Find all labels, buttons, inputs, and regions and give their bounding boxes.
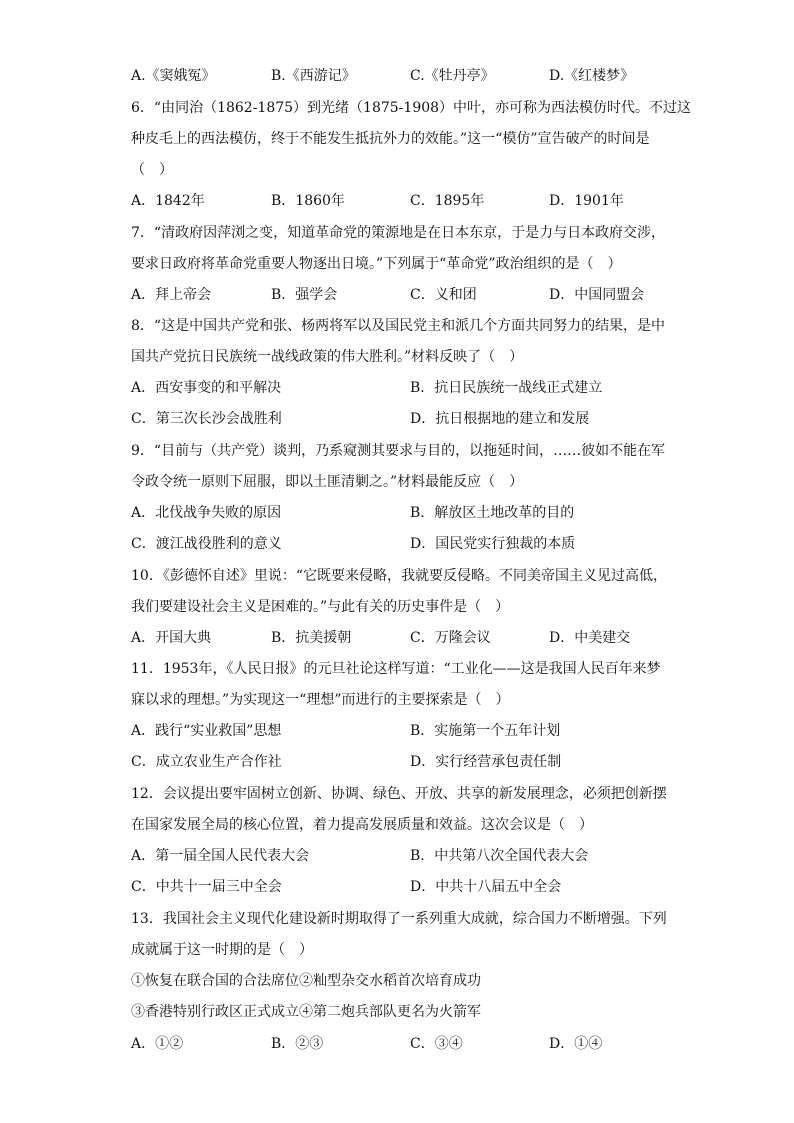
q7-stem-line-1: 7．“清政府因萍浏之变，知道革命党的策源地是在日本东京，于是力与日本政府交涉， [131,225,666,241]
q12-option-d[interactable]: D．中共十八届五中全会 [410,879,562,895]
q9-option-c[interactable]: C．渡江战役胜利的意义 [131,536,282,552]
q8-options-row-1 [131,378,691,398]
q6-option-c[interactable]: C．1895年 [410,193,485,209]
q5-option-d[interactable]: D.《红楼梦》 [549,68,635,84]
q6-option-a[interactable]: A．1842年 [131,193,205,209]
q6-stem-line-2: 种皮毛上的西法模仿，终于不能发生抵抗外力的效能。”这一“模仿”宣告破产的时间是 [131,131,650,147]
q10-option-a[interactable]: A．开国大典 [131,630,212,646]
q11-stem-line-1: 11．1953年，《人民日报》的元旦社论这样写道：“工业化——这是我国人民百年来梦 [131,661,661,677]
q8-option-d[interactable]: D．抗日根据地的建立和发展 [410,411,590,427]
q6-options [131,191,691,211]
q13-options [131,1034,691,1054]
q7-option-b[interactable]: B．强学会 [271,287,338,303]
q12-option-c[interactable]: C．中共十一届三中全会 [131,879,282,895]
q13-option-b[interactable]: B．②③ [271,1036,324,1052]
q8-option-c[interactable]: C．第三次长沙会战胜利 [131,411,282,427]
q10-option-d[interactable]: D．中美建交 [549,630,631,646]
q9-option-a[interactable]: A．北伐战争失败的原因 [131,505,282,521]
q9-options-row-1 [131,503,691,523]
q7-option-c[interactable]: C．义和团 [410,287,477,303]
q9-option-b[interactable]: B．解放区土地改革的目的 [410,505,575,521]
q8-stem-line-1: 8．“这是中国共产党和张、杨两将军以及国民党主和派几个方面共同努力的结果，是中 [131,318,666,334]
q12-option-a[interactable]: A．第一届全国人民代表大会 [131,848,310,864]
q13-stem-line-2: 成就属于这一时期的是（ ） [131,942,313,958]
q8-option-b[interactable]: B．抗日民族统一战线正式建立 [410,380,603,396]
q11-option-a[interactable]: A．践行“实业救国”思想 [131,723,282,739]
q10-stem-line-2: 我们要建设社会主义是困难的。”与此有关的历史事件是（ ） [131,599,510,615]
q12-options-row-2 [131,877,691,897]
q6-stem-line-3: （ ） [131,162,173,178]
q10-stem-line-1: 10．《彭德怀自述》里说：“它既要来侵略，我就要反侵略。不同美帝国主义见过高低， [131,568,667,584]
q10-option-c[interactable]: C．万隆会议 [410,630,491,646]
q5-options [131,66,691,86]
q7-stem-line-2: 要求日政府将革命党重要人物逐出日境。”下列属于“革命党”政治组织的是（ ） [131,256,622,272]
q9-option-d[interactable]: D．国民党实行独裁的本质 [410,536,576,552]
q7-option-d[interactable]: D．中国同盟会 [549,287,645,303]
q13-option-a[interactable]: A．①② [131,1036,184,1052]
q11-option-c[interactable]: C．成立农业生产合作社 [131,754,282,770]
q5-option-a[interactable]: A.《窦娥冤》 [131,68,216,84]
q8-stem-line-2: 国共产党抗日民族统一战线政策的伟大胜利。”材料反映了（ ） [131,349,524,365]
q12-option-b[interactable]: B．中共第八次全国代表大会 [410,848,589,864]
q11-options-row-1 [131,721,691,741]
q6-option-d[interactable]: D．1901年 [549,193,624,209]
q5-option-c[interactable]: C.《牡丹亭》 [410,68,495,84]
q13-option-d[interactable]: D．①④ [549,1036,603,1052]
q13-statements-line-1: ①恢复在联合国的合法席位②籼型杂交水稻首次培育成功 [131,973,481,989]
q8-options-row-2 [131,409,691,429]
q7-options [131,285,691,305]
q11-option-b[interactable]: B．实施第一个五年计划 [410,723,561,739]
q6-stem-line-1: 6．“由同治（1862-1875）到光绪（1875-1908）中叶，亦可称为西法模仿时代。不过这 [131,100,692,116]
q13-stem-line-1: 13．我国社会主义现代化建设新时期取得了一系列重大成就，综合国力不断增强。下列 [131,911,667,927]
q13-statements-line-2: ③香港特别行政区正式成立④第二炮兵部队更名为火箭军 [131,1004,481,1020]
q13-option-c[interactable]: C．③④ [410,1036,463,1052]
q11-option-d[interactable]: D．实行经营承包责任制 [410,754,562,770]
q7-option-a[interactable]: A．拜上帝会 [131,287,212,303]
q5-option-b[interactable]: B.《西游记》 [271,68,356,84]
q12-stem-line-1: 12．会议提出要牢固树立创新、协调、绿色、开放、共享的新发展理念，必须把创新摆 [131,786,667,802]
q8-option-a[interactable]: A．西安事变的和平解决 [131,380,282,396]
q12-stem-line-2: 在国家发展全局的核心位置，着力提高发展质量和效益。这次会议是（ ） [131,817,593,833]
q9-options-row-2 [131,534,691,554]
q9-stem-line-2: 令政令统一原则下屈服，即以土匪清剿之。”材料最能反应（ ） [131,474,524,490]
q11-stem-line-2: 寐以求的理想。”为实现这一“理想”而进行的主要探索是（ ） [131,692,510,708]
q9-stem-line-1: 9．“目前与（共产党）谈判，乃系窥测其要求与目的，以拖延时间，……彼如不能在军 [131,443,666,459]
q11-options-row-2 [131,752,691,772]
q10-options [131,628,691,648]
q6-option-b[interactable]: B．1860年 [271,193,345,209]
q12-options-row-1 [131,846,691,866]
q10-option-b[interactable]: B．抗美援朝 [271,630,352,646]
